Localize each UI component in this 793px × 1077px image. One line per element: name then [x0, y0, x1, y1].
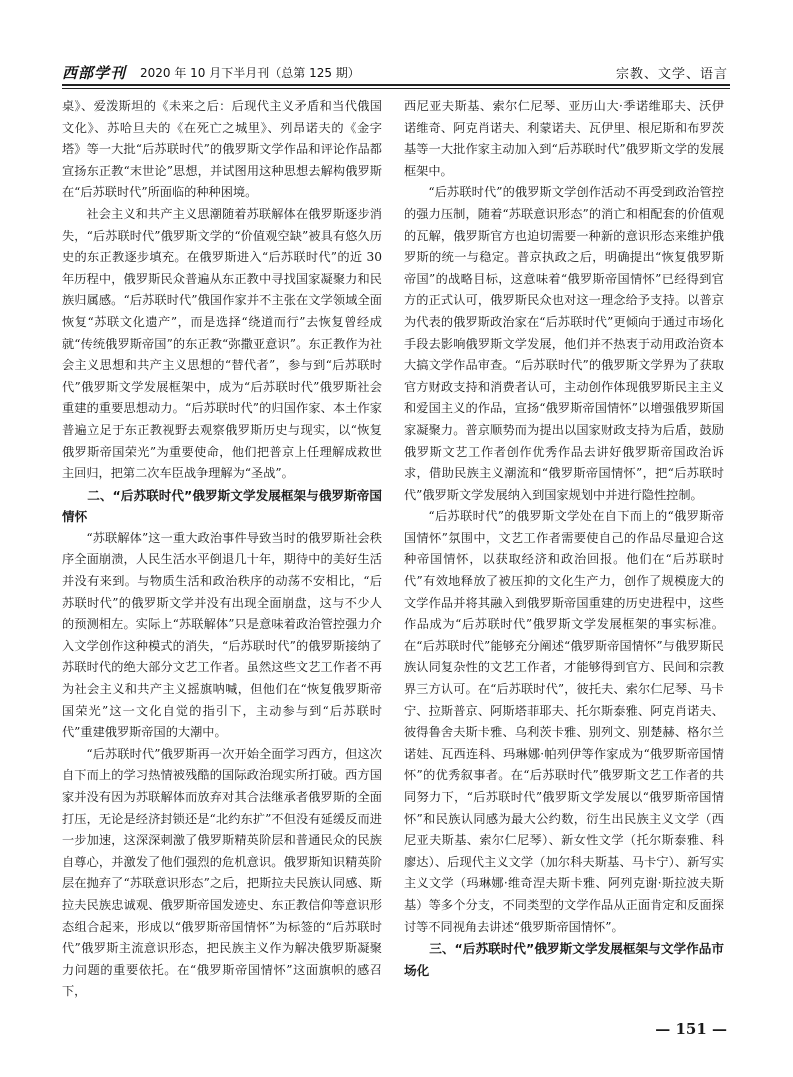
journal-logo: 西部学刊	[62, 64, 127, 82]
paragraph: 西尼亚夫斯基、索尔仁尼琴、亚历山大·季诺维耶夫、沃伊诺维奇、阿克肖诺夫、利蒙诺夫、瓦伊里、根尼斯和布罗茨基等一大批作家主动加入到“后苏联时代”俄罗斯文学的发展框架中。	[404, 99, 724, 178]
header-rule	[62, 84, 730, 86]
left-column	[62, 96, 382, 1003]
page-number: — 151 —	[655, 1020, 727, 1038]
page-header	[62, 60, 730, 86]
paragraph: “后苏联时代”俄罗斯再一次开始全面学习西方，但这次自下而上的学习热情被残酷的国际政治现实所打破。西方国家并没有因为苏联解体而放弃对其合法继承者俄罗斯的全面打压，无论是经济封锁还是“北约东扩”不但没有延缓反而进一步加速，这深深刺激了俄罗斯精英阶层和普通民众的民族自尊心，并激发了他们强烈的危机意识。俄罗斯知识精英阶层在抛弃了“苏联意识形态”之后，把斯拉夫民族认同感、斯拉夫民族忠诚观、俄罗斯帝国发迹史、东正教信仰等意识形态组合起来，形成以“俄罗斯帝国情怀”为标签的“后苏联时代”俄罗斯主流意识形态，把民族主义作为解决俄罗斯凝聚力问题的重要依托。在“俄罗斯帝国情怀”这面旗帜的感召下，	[62, 746, 382, 999]
paragraph: “后苏联时代”的俄罗斯文学创作活动不再受到政治管控的强力压制，随着“苏联意识形态”的消亡和相配套的价值观的瓦解，俄罗斯官方也迫切需要一种新的意识形态来维护俄罗斯的统一与稳定。普京执政之后，明确提出“恢复俄罗斯帝国”的战略目标，这意味着“俄罗斯帝国情怀”已经得到官方的正式认可，俄罗斯民众也对这一理念给予支持。以普京为代表的俄罗斯政治家在“后苏联时代”更倾向于通过市场化手段去影响俄罗斯文学发展，他们并不热衷于动用政治资本大搞文学作品审查。“后苏联时代”的俄罗斯文学界为了获取官方财政支持和消费者认可，主动创作体现俄罗斯民主主义和爱国主义的作品，宣扬“俄罗斯帝国情怀”以增强俄罗斯国家凝聚力。普京顺势而为提出以国家财政支持为后盾，鼓励俄罗斯文艺工作者创作优秀作品去讲好俄罗斯帝国政治诉求，借助民族主义潮流和“俄罗斯帝国情怀”，把“后苏联时代”俄罗斯文学发展纳入到国家规划中并进行隐性控制。	[404, 185, 724, 502]
section-heading: 二、“后苏联时代”俄罗斯文学发展框架与俄罗斯帝国情怀	[62, 487, 382, 525]
header-rule-thin	[62, 88, 730, 89]
right-column	[404, 96, 724, 981]
issue-info: 2020 年 10 月下半月刊（总第 125 期）	[140, 66, 360, 80]
section-heading: 三、“后苏联时代”俄罗斯文学发展框架与文学作品市场化	[404, 941, 724, 978]
paragraph: 社会主义和共产主义思潮随着苏联解体在俄罗斯逐步消失，“后苏联时代”俄罗斯文学的“价值观空缺”被具有悠久历史的东正教逐步填充。在俄罗斯进入“后苏联时代”的近 30 年历程中，俄罗斯民众普遍从东正教中寻找国家凝聚力和民族归属感。“后苏联时代”俄国作家并不主张在文学领域全面恢复“苏联文化遗产”，而是选择“绕道而行”去恢复曾经成就“传统俄罗斯帝国”的东正教“弥撒亚意识”。东正教作为社会主义思想和共产主义思想的“替代者”，参与到“后苏联时代”俄罗斯文学发展框架中，成为“后苏联时代”俄罗斯社会重建的重要思想动力。“后苏联时代”的归国作家、本土作家普遍立足于东正教视野去观察俄罗斯历史与现实，以“恢复俄罗斯帝国荣光”为重要使命，他们把普京上任理解成救世主回归，把第二次车臣战争理解为“圣战”。	[62, 206, 382, 481]
section-title: 宗教、文学、语言	[615, 67, 728, 82]
paragraph: 桌》、爱泼斯坦的《未来之后：后现代主义矛盾和当代俄国文化》、苏哈旦夫的《在死亡之城里》、列昂诺夫的《金字塔》等一大批“后苏联时代”的俄罗斯文学作品和评论作品都宣扬东正教“末世论”思想，并试图用这种思想去解构俄罗斯在“后苏联时代”所面临的种种困境。	[62, 99, 382, 200]
paragraph: “后苏联时代”的俄罗斯文学处在自下而上的“俄罗斯帝国情怀”氛围中，文艺工作者需要使自己的作品尽量迎合这种帝国情怀，以获取经济和政治回报。他们在“后苏联时代”有效地释放了被压抑的文化生产力，创作了规模庞大的文学作品并将其融入到俄罗斯帝国重建的历史进程中，这些作品成为“后苏联时代”俄罗斯文学发展框架的事实标准。在“后苏联时代”能够充分阐述“俄罗斯帝国情怀”与俄罗斯民族认同复杂性的文艺工作者，才能够得到官方、民间和宗教界三方认可。在“后苏联时代”，彼托夫、索尔仁尼琴、马卡宁、拉斯普京、阿斯塔菲耶夫、托尔斯泰雅、阿克肖诺夫、彼得鲁舍夫斯卡雅、乌利茨卡雅、别列文、别楚赫、格尔兰诺娃、瓦西连科、玛琳娜·帕列伊等作家成为“俄罗斯帝国情怀”的优秀叙事者。在“后苏联时代”俄罗斯文艺工作者的共同努力下，“后苏联时代”俄罗斯文学发展以“俄罗斯帝国情怀”和民族认同感为最大公约数，衍生出民族主义文学（西尼亚夫斯基、索尔仁尼琴）、新女性文学（托尔斯泰雅、科廖达）、后现代主义文学（加尔科夫斯基、马卡宁）、新写实主义文学（玛琳娜·维奇涅夫斯卡雅、阿列克谢·斯拉波夫斯基）等多个分支，不同类型的文学作品从正面肯定和反面探讨等不同视角去讲述“俄罗斯帝国情怀”。	[404, 509, 724, 934]
paragraph: “苏联解体”这一重大政治事件导致当时的俄罗斯社会秩序全面崩溃，人民生活水平倒退几十年，期待中的美好生活并没有来到。与物质生活和政治秩序的动荡不安相比，“后苏联时代”的俄罗斯文学并没有出现全面崩盘，这与不少人的预测相左。实际上“苏联解体”只是意味着政治管控强力介入文学创作这种模式的消失，“后苏联时代”的俄罗斯接纳了苏联时代的绝大部分文艺工作者。虽然这些文艺工作者不再为社会主义和共产主义摇旗呐喊，但他们在“恢复俄罗斯帝国荣光”这一文化自觉的指引下，主动参与到“后苏联时代”重建俄罗斯帝国的大潮中。	[62, 530, 382, 740]
